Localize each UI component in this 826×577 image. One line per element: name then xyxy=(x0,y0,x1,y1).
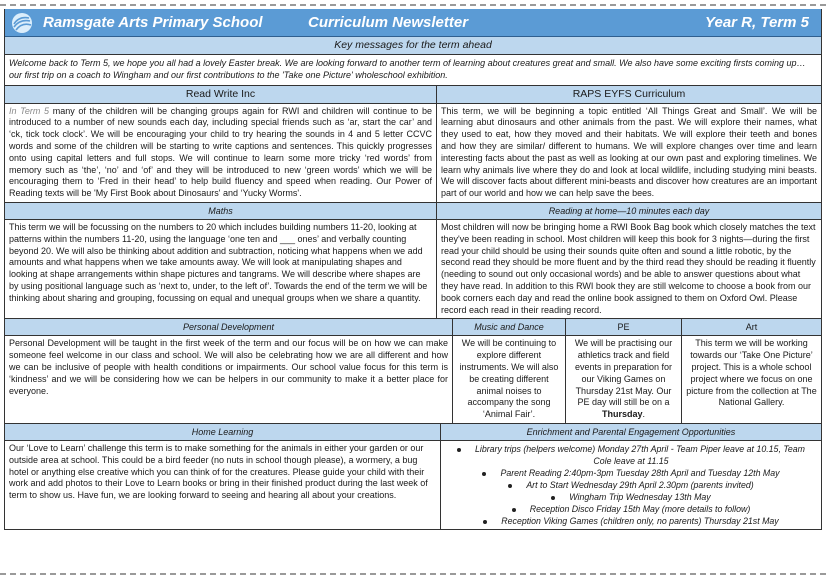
bullet-icon xyxy=(482,472,486,476)
school-logo-icon xyxy=(11,12,33,34)
home-learning-heading: Home Learning xyxy=(5,424,441,440)
home-enrich-row xyxy=(5,441,821,530)
enrichment-item: Reception Disco Friday 15th May (more details to follow) xyxy=(447,503,815,515)
maths-reading-row xyxy=(5,220,821,319)
pe-body: We will be practising our athletics track and field events in preparation for our Viking Games on Thursday 21st May. Our PE day will still be on a xyxy=(574,338,673,408)
key-messages-text: Welcome back to Term 5, we hope you all had a lovely Easter break. We are looking forward to another term of learning about creatures great and small. We also have some exciting firsts coming up… our first trip on a coach to Wingham and our first contributions to the 'Take one Picture' wholeschool exhibition. xyxy=(9,58,806,80)
term-label: Year R, Term 5 xyxy=(705,14,809,31)
home-learning-text: Our ‘Love to Learn’ challenge this term is to make something for the animals in either your garden or our outside area at school. This could be a bird feeder (no nuts in school though please), a wormery, a bug hotel or anything else creative which you can think of for the creatures. Please guide your child with their work and add photos to their Love to Learn books or bring in their finished product during the last week of term to show us. Have fun, we are looking forward to seeing and hearing all about your creations. xyxy=(5,441,441,529)
bullet-icon xyxy=(508,484,512,488)
key-messages-heading: Key messages for the term ahead xyxy=(5,37,821,54)
enrichment-list-cell xyxy=(441,441,821,529)
rwi-body: many of the children will be changing groups again for RWI and children will continue to be introduced to a number of new sounds each day, including special friends such as ‘ar, start the car’ and ‘ck, tick tock clock’. We will be encouraging your child to try hearing the sounds in 4 and 5 letter CCVC words and some of the children will be starting to write captions and sentences. This quickly progresses onto using capital letters and full stops. We will continue to learn some more tricky ‘red words’ from memory such as ‘the’, ‘no’ and ‘of’ and they will be introduced to new ‘green words’ which we will be encouraging them to ‘Fred in their head’ to help build fluency and speed when reading. Our Power of Reading texts will be 'My First Book about Dinosaurs' and ‘Yucky Worms'. xyxy=(9,105,432,199)
bullet-icon xyxy=(551,496,555,500)
rwi-lead: In Term 5 xyxy=(9,105,50,116)
enrichment-item: Wingham Trip Wednesday 13th May xyxy=(447,491,815,503)
music-heading: Music and Dance xyxy=(453,319,566,335)
pe-day: Thursday xyxy=(601,409,643,420)
enrichment-heading: Enrichment and Parental Engagement Opportunities xyxy=(441,424,821,440)
page-edge-top xyxy=(0,4,826,6)
newsletter-page xyxy=(4,9,822,530)
page-edge-bottom xyxy=(0,573,826,575)
personal-dev-text: Personal Development will be taught in the first week of the term and our focus will be on how we can make someone feel welcome in our class and school. We will also be celebrating how we are all different and how we can be inclusive of people with health conditions or impairments. Our school value focus for this term is ‘kindness’ and we will be considering how we can be helpers in our community to make it a better place for everyone. xyxy=(5,336,453,423)
bullet-icon xyxy=(512,508,516,512)
rwi-eyfs-row xyxy=(5,104,821,203)
art-text: This term we will be working towards our ‘Take One Picture’ project. This is a whole school project where we focus on one picture from the collection at The National Gallery. xyxy=(686,338,817,408)
reading-home-text: Most children will now be bringing home a RWI Book Bag book which closely matches the text they've been reading in school. Most children will keep this book for 3 nights—during the first read your child should be using their sounds quite often and sound a little robotic, by the second read they should be more fluent and by the third read they should be reading it fluently (needing to sound out only occasional words) and be able to answer questions about what they have read. In addition to this RWI book they are still welcome to choose a book from our book corners each day and read the online book assigned to them on Oxford Owl. Please record each read in their reading record. xyxy=(441,221,816,315)
bullet-icon xyxy=(483,520,487,524)
music-text: We will be continuing to explore different instruments. We will also be creating different animal noises to accompany the song ‘Animal Fair’. xyxy=(453,336,566,423)
school-name: Ramsgate Arts Primary School xyxy=(43,14,263,31)
key-messages-row xyxy=(5,55,821,86)
maths-text: This term we will be focussing on the numbers to 20 which includes building numbers 11-20, looking at patterns within the numbers 11-20, using the language ‘one ten and ___ ones’ and verbally counting beyond 20. We will also be thinking about addition and subtraction, noticing what happens when we add amounts and what happens when we take amounts away. We will look at manipulating shapes and looking at shape arrangements within shape pictures and tangrams. We will describe where shapes are by using positional language such as ‘next to, under, to the left of’. Towards the end of the term we will be thinking about sharing and grouping, focussing on equal and unequal groups when we share a quantity. xyxy=(5,220,437,318)
home-enrich-heading-row xyxy=(5,424,821,441)
personal-dev-heading: Personal Development xyxy=(5,319,453,335)
newsletter-title: Curriculum Newsletter xyxy=(308,14,469,31)
enrichment-item: Reception Viking Games (children only, no parents) Thursday 21st May xyxy=(447,515,815,527)
rwi-text xyxy=(5,104,437,202)
pe-heading: PE xyxy=(566,319,682,335)
rwi-heading: Read Write Inc xyxy=(5,86,437,103)
enrichment-list xyxy=(441,441,821,529)
enrichment-item: Art to Start Wednesday 29th April 2.30pm (parents invited) xyxy=(447,479,815,491)
pe-text xyxy=(566,336,682,423)
key-messages-heading-row xyxy=(5,37,821,55)
enrichment-item: Library trips (helpers welcome) Monday 27th April - Team Piper leave at 10.15, Team Cole leave at 11.15 xyxy=(447,443,815,467)
enrichment-item: Parent Reading 2:40pm-3pm Tuesday 28th April and Tuesday 12th May xyxy=(447,467,815,479)
art-heading: Art xyxy=(682,319,821,335)
rwi-eyfs-heading-row xyxy=(5,86,821,104)
pd-music-pe-art-heading-row xyxy=(5,319,821,336)
eyfs-heading: RAPS EYFS Curriculum xyxy=(437,86,821,103)
bullet-icon xyxy=(457,448,461,452)
maths-reading-heading-row xyxy=(5,203,821,220)
header-bar xyxy=(5,9,821,37)
reading-home-heading: Reading at home—10 minutes each day xyxy=(437,203,821,219)
pd-music-pe-art-row xyxy=(5,336,821,424)
pe-tail: . xyxy=(642,409,646,420)
maths-heading: Maths xyxy=(5,203,437,219)
eyfs-text: This term, we will be beginning a topic entitled ‘All Things Great and Small’. We will be learning abut dinosaurs and other animals from the past. We will explore their names, what they used to eat, how they moved and their habitats. We will explore their teeth and bones and how they are similar/ different to humans. We will explore changes over time and learn interesting facts about the past as well as looking at our own past and exploring timelines. We learn why animals live where they do and look at local wildlife, including studying mini beasts. We will discover facts about different mini-beasts and discover how creatures are an important part of our world and how we can help save the bees. xyxy=(441,105,817,199)
